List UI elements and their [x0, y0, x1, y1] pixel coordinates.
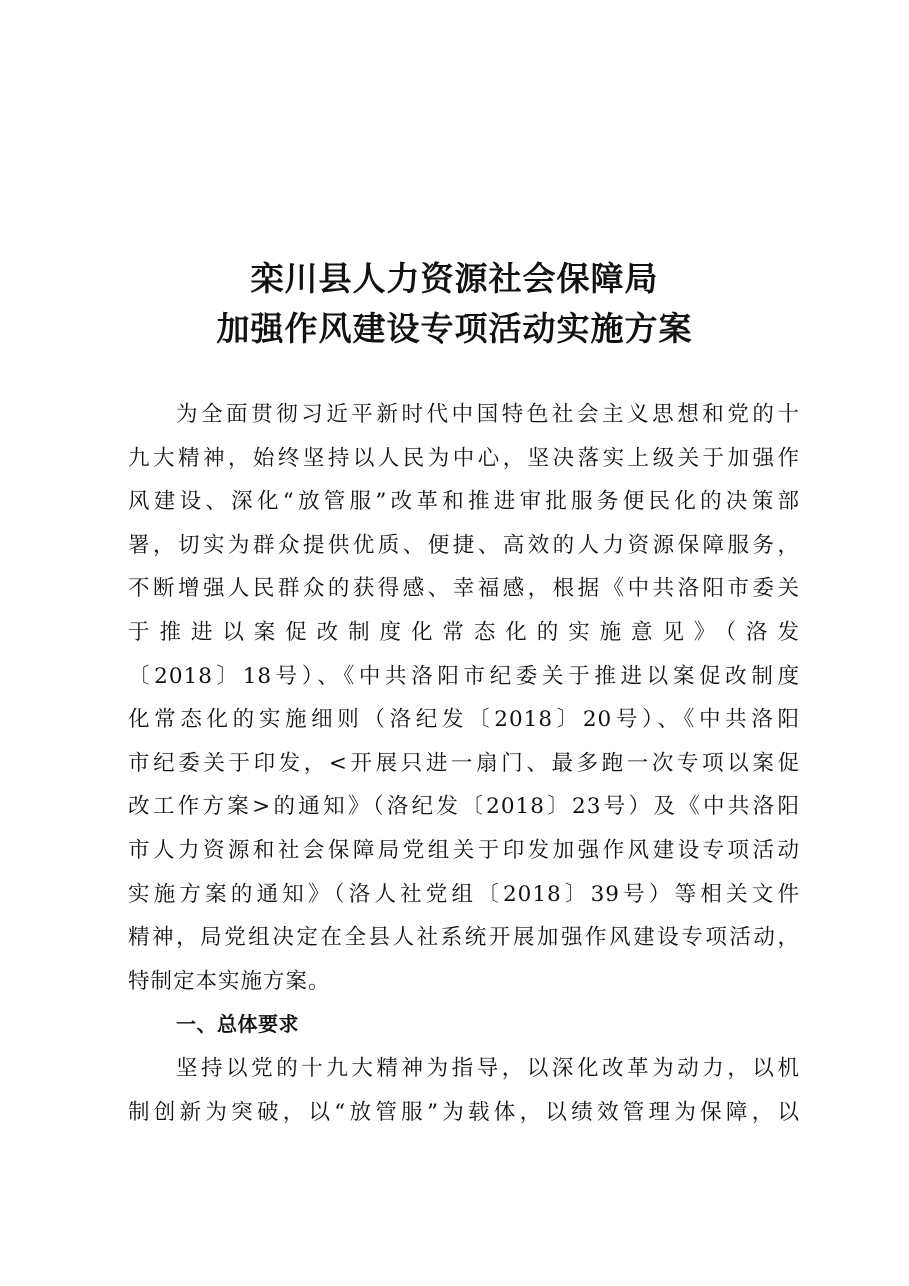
paragraph-line: 〔2018〕18号）、《中共洛阳市纪委关于推进以案促改制度	[128, 663, 800, 689]
section-heading: 一、总体要求	[176, 1012, 299, 1037]
paragraph-line: 风建设、深化“放管服”改革和推进审批服务便民化的决策部	[128, 489, 800, 515]
document-title-line-1: 栾川县人力资源社会保障局	[250, 259, 659, 298]
paragraph-line: 坚持以党的十九大精神为指导，以深化改革为动力，以机	[176, 1055, 800, 1081]
paragraph-line: 化常态化的实施细则（洛纪发〔2018〕20号）、《中共洛阳	[128, 707, 800, 733]
paragraph-line: 制创新为突破，以“放管服”为载体，以绩效管理为保障，以	[128, 1099, 800, 1125]
paragraph-line: 不断增强人民群众的获得感、幸福感，根据《中共洛阳市委关	[128, 576, 800, 602]
paragraph-line: 为全面贯彻习近平新时代中国特色社会主义思想和党的十	[176, 402, 800, 427]
document-body	[128, 393, 800, 1134]
paragraph-line: 市纪委关于印发，<开展只进一扇门、最多跑一次专项以案促	[128, 750, 800, 776]
paragraph-line: 特制定本实施方案。	[128, 968, 331, 994]
paragraph-line: 实施方案的通知》（洛人社党组〔2018〕39号）等相关文件	[128, 881, 800, 907]
paragraph-line: 署，切实为群众提供优质、便捷、高效的人力资源保障服务，	[128, 532, 800, 558]
paragraph-line: 九大精神，始终坚持以人民为中心，坚决落实上级关于加强作	[128, 445, 800, 471]
paragraph-line: 精神，局党组决定在全县人社系统开展加强作风建设专项活动，	[128, 925, 800, 951]
document-title-line-2: 加强作风建设专项活动实施方案	[216, 309, 693, 348]
paragraph-line: 改工作方案>的通知》（洛纪发〔2018〕23号）及《中共洛阳	[128, 794, 800, 820]
paragraph-line: 市人力资源和社会保障局党组关于印发加强作风建设专项活动	[128, 837, 800, 863]
paragraph-line: 于推进以案促改制度化常态化的实施意见》（洛发	[128, 619, 800, 645]
